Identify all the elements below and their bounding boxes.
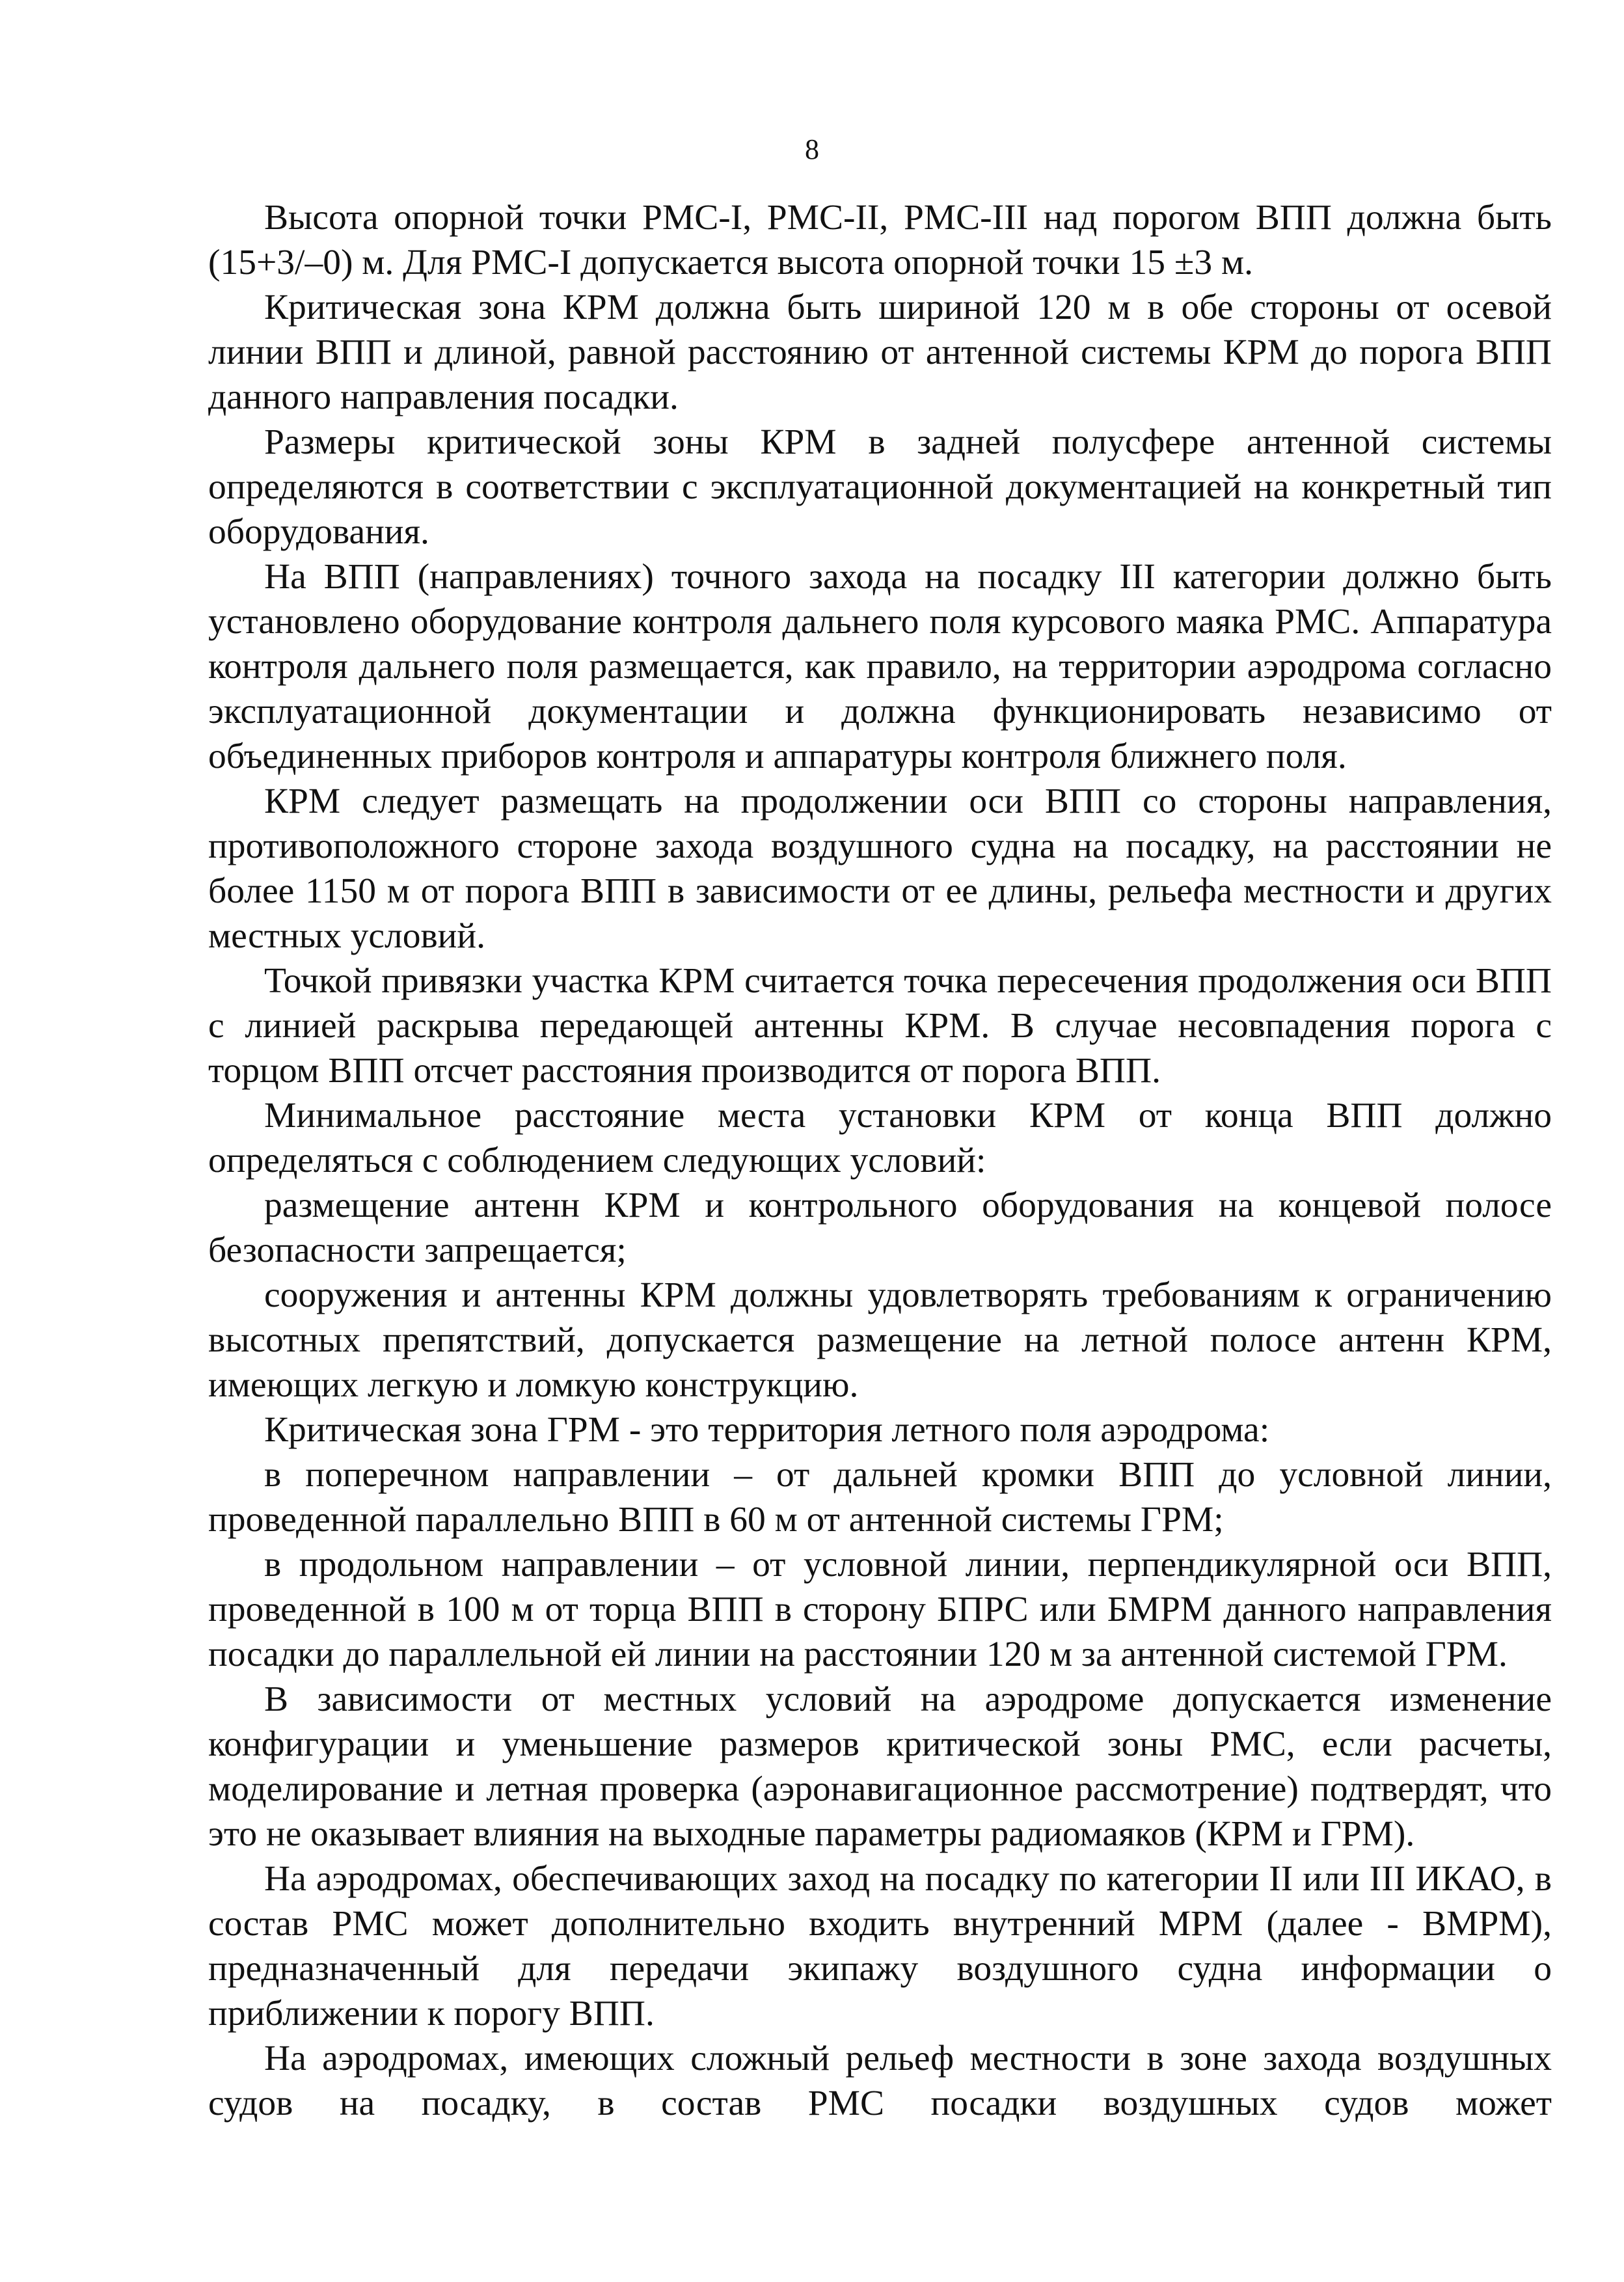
paragraph-grm-critical-zone: Критическая зона ГРМ - это территория летного поля аэродрома:	[264, 1410, 1270, 1450]
paragraph-condition-1: размещение антенн КРМ и контрольного оборудования на концевой полосе безопасности запрещается;	[208, 1186, 1552, 1270]
paragraph-krm-reference-point: Точкой привязки участка КРМ считается точка пересечения продолжения оси ВПП с линией раскрыва передающей антенны КРМ. В случае несовпадения порога с торцом ВПП отсчет расстояния производится от порога ВПП.	[208, 961, 1552, 1091]
paragraph-minimum-distance: Минимальное расстояние места установки КРМ от конца ВПП должно определяться с соблюдением следующих условий:	[208, 1096, 1552, 1180]
page-number: 8	[805, 133, 819, 165]
paragraph-condition-2: сооружения и антенны КРМ должны удовлетворять требованиям к ограничению высотных препятствий, допускается размещение на летной полосе антенн КРМ, имеющих легкую и ломкую конструкцию.	[208, 1275, 1552, 1405]
paragraph-far-field-monitoring: На ВПП (направлениях) точного захода на посадку III категории должно быть установлено оборудование контроля дальнего поля курсового маяка РМС. Аппаратура контроля дальнего поля размещается, как правило, на территории аэродрома согласно эксплуатационной документации и должна функционировать независимо от объединенных приборов контроля и аппаратуры контроля ближнего поля.	[208, 557, 1552, 776]
document-body	[208, 195, 1552, 2126]
paragraph-reference-point-height: Высота опорной точки РМС-I, РМС-II, РМС-III над порогом ВПП должна быть (15+3/–0) м. Для РМС-I допускается высота опорной точки 15 ±3 м.	[208, 198, 1552, 282]
paragraph-complex-terrain: На аэродромах, имеющих сложный рельеф местности в зоне захода воздушных судов на посадку, в состав РМС посадки воздушных судов может	[208, 2039, 1552, 2123]
paragraph-zone-modification: В зависимости от местных условий на аэродроме допускается изменение конфигурации и уменьшение размеров критической зоны РМС, если расчеты, моделирование и летная проверка (аэронавигационное рассмотрение) подтвердят, что это не оказывает влияния на выходные параметры радиомаяков (КРМ и ГРМ).	[208, 1679, 1552, 1854]
paragraph-inner-marker: На аэродромах, обеспечивающих заход на посадку по категории II или III ИКАО, в состав РМС может дополнительно входить внутренний МРМ (далее - ВМРМ), предназначенный для передачи экипажу воздушного судна информации о приближении к порогу ВПП.	[208, 1859, 1552, 2033]
paragraph-grm-longitudinal: в продольном направлении – от условной линии, перпендикулярной оси ВПП, проведенной в 100 м от торца ВПП в сторону БПРС или БМРМ данного направления посадки до параллельной ей линии на расстоянии 120 м за антенной системой ГРМ.	[208, 1545, 1552, 1674]
paragraph-krm-rear-zone: Размеры критической зоны КРМ в задней полусфере антенной системы определяются в соответствии с эксплуатационной документацией на конкретный тип оборудования.	[208, 422, 1552, 552]
paragraph-grm-transverse: в поперечном направлении – от дальней кромки ВПП до условной линии, проведенной параллельно ВПП в 60 м от антенной системы ГРМ;	[208, 1455, 1552, 1540]
paragraph-krm-critical-zone: Критическая зона КРМ должна быть шириной 120 м в обе стороны от осевой линии ВПП и длиной, равной расстоянию от антенной системы КРМ до порога ВПП данного направления посадки.	[208, 288, 1552, 417]
paragraph-krm-placement: КРМ следует размещать на продолжении оси ВПП со стороны направления, противоположного стороне захода воздушного судна на посадку, на расстоянии не более 1150 м от порога ВПП в зависимости от ее длины, рельефа местности и других местных условий.	[208, 781, 1552, 956]
